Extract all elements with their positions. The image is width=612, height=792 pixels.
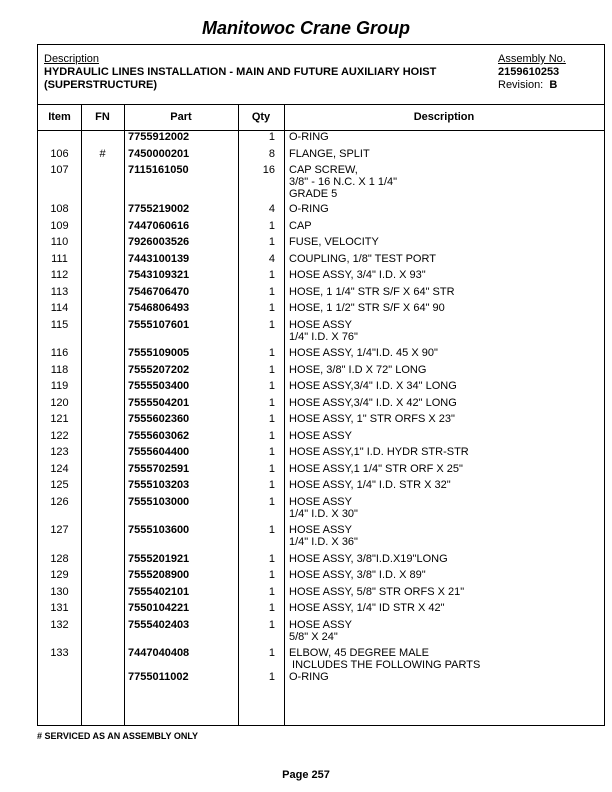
description-cell: HOSE ASSY, 3/4" I.D. X 93" [289, 269, 426, 281]
part-number-cell: 7555107601 [128, 319, 190, 331]
item-cell: 110 [50, 236, 69, 248]
col-part-header: Part [170, 111, 192, 123]
description-cell: HOSE, 1 1/2" STR S/F X 64" 90 [289, 302, 445, 314]
item-cell: 106 [50, 148, 69, 160]
qty-cell: 1 [268, 602, 275, 614]
item-cell: 116 [50, 347, 69, 359]
part-number-cell: 7755011002 [128, 671, 189, 683]
qty-cell: 1 [268, 553, 275, 565]
item-cell: 118 [50, 364, 69, 376]
description-cell: HOSE ASSY,3/4" I.D. X 34" LONG [289, 380, 457, 392]
description-cell: HOSE ASSY, 3/8" I.D. X 89" [289, 569, 426, 581]
part-number-cell: 7443100139 [128, 253, 190, 265]
item-cell: 111 [51, 253, 68, 265]
description-cell: HOSE ASSY,1 1/4" STR ORF X 25" [289, 463, 463, 475]
description-block [44, 53, 494, 92]
description-cell: HOSE ASSY, 1/4"I.D. 45 X 90" [289, 347, 438, 359]
footnote: # SERVICED AS AN ASSEMBLY ONLY [37, 731, 199, 741]
part-number-cell: 7555103000 [128, 496, 190, 508]
description-cell: HOSE ASSY 5/8" X 24" [289, 619, 352, 643]
qty-cell: 1 [268, 446, 275, 458]
item-cell: 122 [50, 430, 69, 442]
description-cell: O-RING [289, 671, 329, 683]
page-number: Page 257 [282, 769, 330, 781]
revision-line [498, 79, 602, 92]
revision-value: B [549, 79, 558, 91]
part-number-cell: 7543109321 [128, 269, 190, 281]
column-divider [124, 104, 125, 725]
qty-cell: 4 [268, 203, 275, 215]
item-cell: 109 [50, 220, 69, 232]
item-cell: 128 [50, 553, 69, 565]
qty-cell: 8 [268, 148, 275, 160]
part-number-cell: 7450000201 [128, 148, 190, 160]
description-cell: HOSE ASSY,1" I.D. HYDR STR-STR [289, 446, 469, 458]
part-number-cell: 7447040408 [128, 647, 190, 659]
assembly-no-label: Assembly No. [498, 53, 566, 65]
qty-cell: 1 [268, 319, 275, 331]
parts-table-frame [37, 44, 605, 726]
col-qty-header: Qty [251, 111, 271, 123]
qty-cell: 1 [268, 302, 275, 314]
description-cell: HOSE ASSY, 5/8" STR ORFS X 21" [289, 586, 465, 598]
part-number-cell: 7555402101 [128, 586, 190, 598]
qty-cell: 1 [268, 413, 275, 425]
assembly-title-line2: (SUPERSTRUCTURE) [44, 79, 158, 91]
description-cell: HOSE ASSY, 1/4" ID STR X 42" [289, 602, 445, 614]
part-number-cell: 7555604400 [128, 446, 190, 458]
qty-cell: 1 [268, 397, 275, 409]
part-number-cell: 7555503400 [128, 380, 190, 392]
part-number-cell: 7555207202 [128, 364, 190, 376]
column-headers [38, 104, 604, 131]
item-cell: 127 [50, 524, 69, 536]
qty-cell: 1 [268, 430, 275, 442]
part-number-cell: 7115161050 [128, 164, 189, 176]
description-cell: O-RING [289, 131, 329, 143]
item-cell: 108 [50, 203, 69, 215]
description-cell: HOSE ASSY,3/4" I.D. X 42" LONG [289, 397, 457, 409]
part-number-cell: 7546806493 [128, 302, 190, 314]
description-cell: HOSE ASSY, 3/8"I.D.X19"LONG [289, 553, 448, 565]
part-number-cell: 7555103203 [128, 479, 190, 491]
part-number-cell: 7555603062 [128, 430, 190, 442]
qty-cell: 1 [268, 479, 275, 491]
description-cell: FLANGE, SPLIT [289, 148, 370, 160]
description-cell: HOSE, 3/8" I.D X 72" LONG [289, 364, 427, 376]
item-cell: 130 [50, 586, 69, 598]
description-cell: HOSE ASSY, 1" STR ORFS X 23" [289, 413, 455, 425]
qty-cell: 16 [262, 164, 275, 176]
qty-cell: 1 [268, 586, 275, 598]
item-cell: 115 [50, 319, 69, 331]
item-cell: 112 [50, 269, 69, 281]
qty-cell: 1 [268, 524, 275, 536]
part-number-cell: 7555402403 [128, 619, 190, 631]
company-title: Manitowoc Crane Group [201, 18, 410, 38]
qty-cell: 4 [268, 253, 275, 265]
item-cell: 120 [50, 397, 69, 409]
part-number-cell: 7555504201 [128, 397, 190, 409]
item-cell: 123 [50, 446, 69, 458]
fn-cell: # [99, 148, 106, 160]
description-cell: HOSE, 1 1/4" STR S/F X 64" STR [289, 286, 455, 298]
part-number-cell: 7926003526 [128, 236, 190, 248]
part-number-cell: 7755912002 [128, 131, 190, 143]
item-cell: 114 [50, 302, 69, 314]
qty-cell: 1 [268, 463, 275, 475]
item-cell: 121 [50, 413, 69, 425]
part-number-cell: 7555208900 [128, 569, 190, 581]
item-cell: 119 [50, 380, 69, 392]
item-cell: 132 [50, 619, 69, 631]
item-cell: 125 [50, 479, 69, 491]
item-cell: 124 [50, 463, 69, 475]
item-cell: 107 [50, 164, 69, 176]
assembly-no: 2159610253 [498, 66, 560, 78]
description-cell: ELBOW, 45 DEGREE MALE INCLUDES THE FOLLOWING PARTS [289, 647, 481, 671]
qty-cell: 1 [268, 671, 275, 683]
qty-cell: 1 [268, 269, 275, 281]
col-description-header: Description [413, 111, 475, 123]
description-cell: COUPLING, 1/8" TEST PORT [289, 253, 436, 265]
part-number-cell: 7555602360 [128, 413, 190, 425]
part-number-cell: 7755219002 [128, 203, 190, 215]
description-cell: HOSE ASSY 1/4" I.D. X 30" [289, 496, 358, 520]
qty-cell: 1 [268, 131, 275, 143]
qty-cell: 1 [268, 364, 275, 376]
description-cell: O-RING [289, 203, 329, 215]
item-cell: 129 [50, 569, 69, 581]
part-number-cell: 7555702591 [128, 463, 190, 475]
part-number-cell: 7555201921 [128, 553, 190, 565]
column-divider [81, 104, 82, 725]
part-number-cell: 7555103600 [128, 524, 190, 536]
part-number-cell: 7550104221 [128, 602, 190, 614]
description-cell: CAP SCREW, 3/8" - 16 N.C. X 1 1/4" GRADE 5 [289, 164, 398, 200]
col-fn-header: FN [95, 111, 110, 123]
item-cell: 126 [50, 496, 69, 508]
description-cell: HOSE ASSY, 1/4" I.D. STR X 32" [289, 479, 451, 491]
item-cell: 133 [50, 647, 69, 659]
qty-cell: 1 [268, 220, 275, 232]
qty-cell: 1 [268, 380, 275, 392]
assembly-title-line1: HYDRAULIC LINES INSTALLATION - MAIN AND FUTURE AUXILIARY HOIST [44, 66, 437, 78]
qty-cell: 1 [268, 647, 275, 659]
part-number-cell: 7555109005 [128, 347, 190, 359]
qty-cell: 1 [268, 619, 275, 631]
qty-cell: 1 [268, 569, 275, 581]
qty-cell: 1 [268, 236, 275, 248]
part-number-cell: 7546706470 [128, 286, 190, 298]
part-number-cell: 7447060616 [128, 220, 190, 232]
qty-cell: 1 [268, 496, 275, 508]
col-item-header: Item [48, 111, 71, 123]
assembly-header [38, 45, 604, 105]
qty-cell: 1 [268, 347, 275, 359]
assembly-number-block [498, 53, 602, 92]
revision-label: Revision: [498, 79, 544, 91]
description-cell: HOSE ASSY 1/4" I.D. X 76" [289, 319, 358, 343]
description-label: Description [44, 53, 100, 65]
column-divider [284, 104, 285, 725]
description-cell: HOSE ASSY [289, 430, 352, 442]
description-cell: CAP [289, 220, 312, 232]
item-cell: 131 [50, 602, 69, 614]
qty-cell: 1 [268, 286, 275, 298]
description-cell: HOSE ASSY 1/4" I.D. X 36" [289, 524, 358, 548]
item-cell: 113 [50, 286, 69, 298]
description-cell: FUSE, VELOCITY [289, 236, 379, 248]
